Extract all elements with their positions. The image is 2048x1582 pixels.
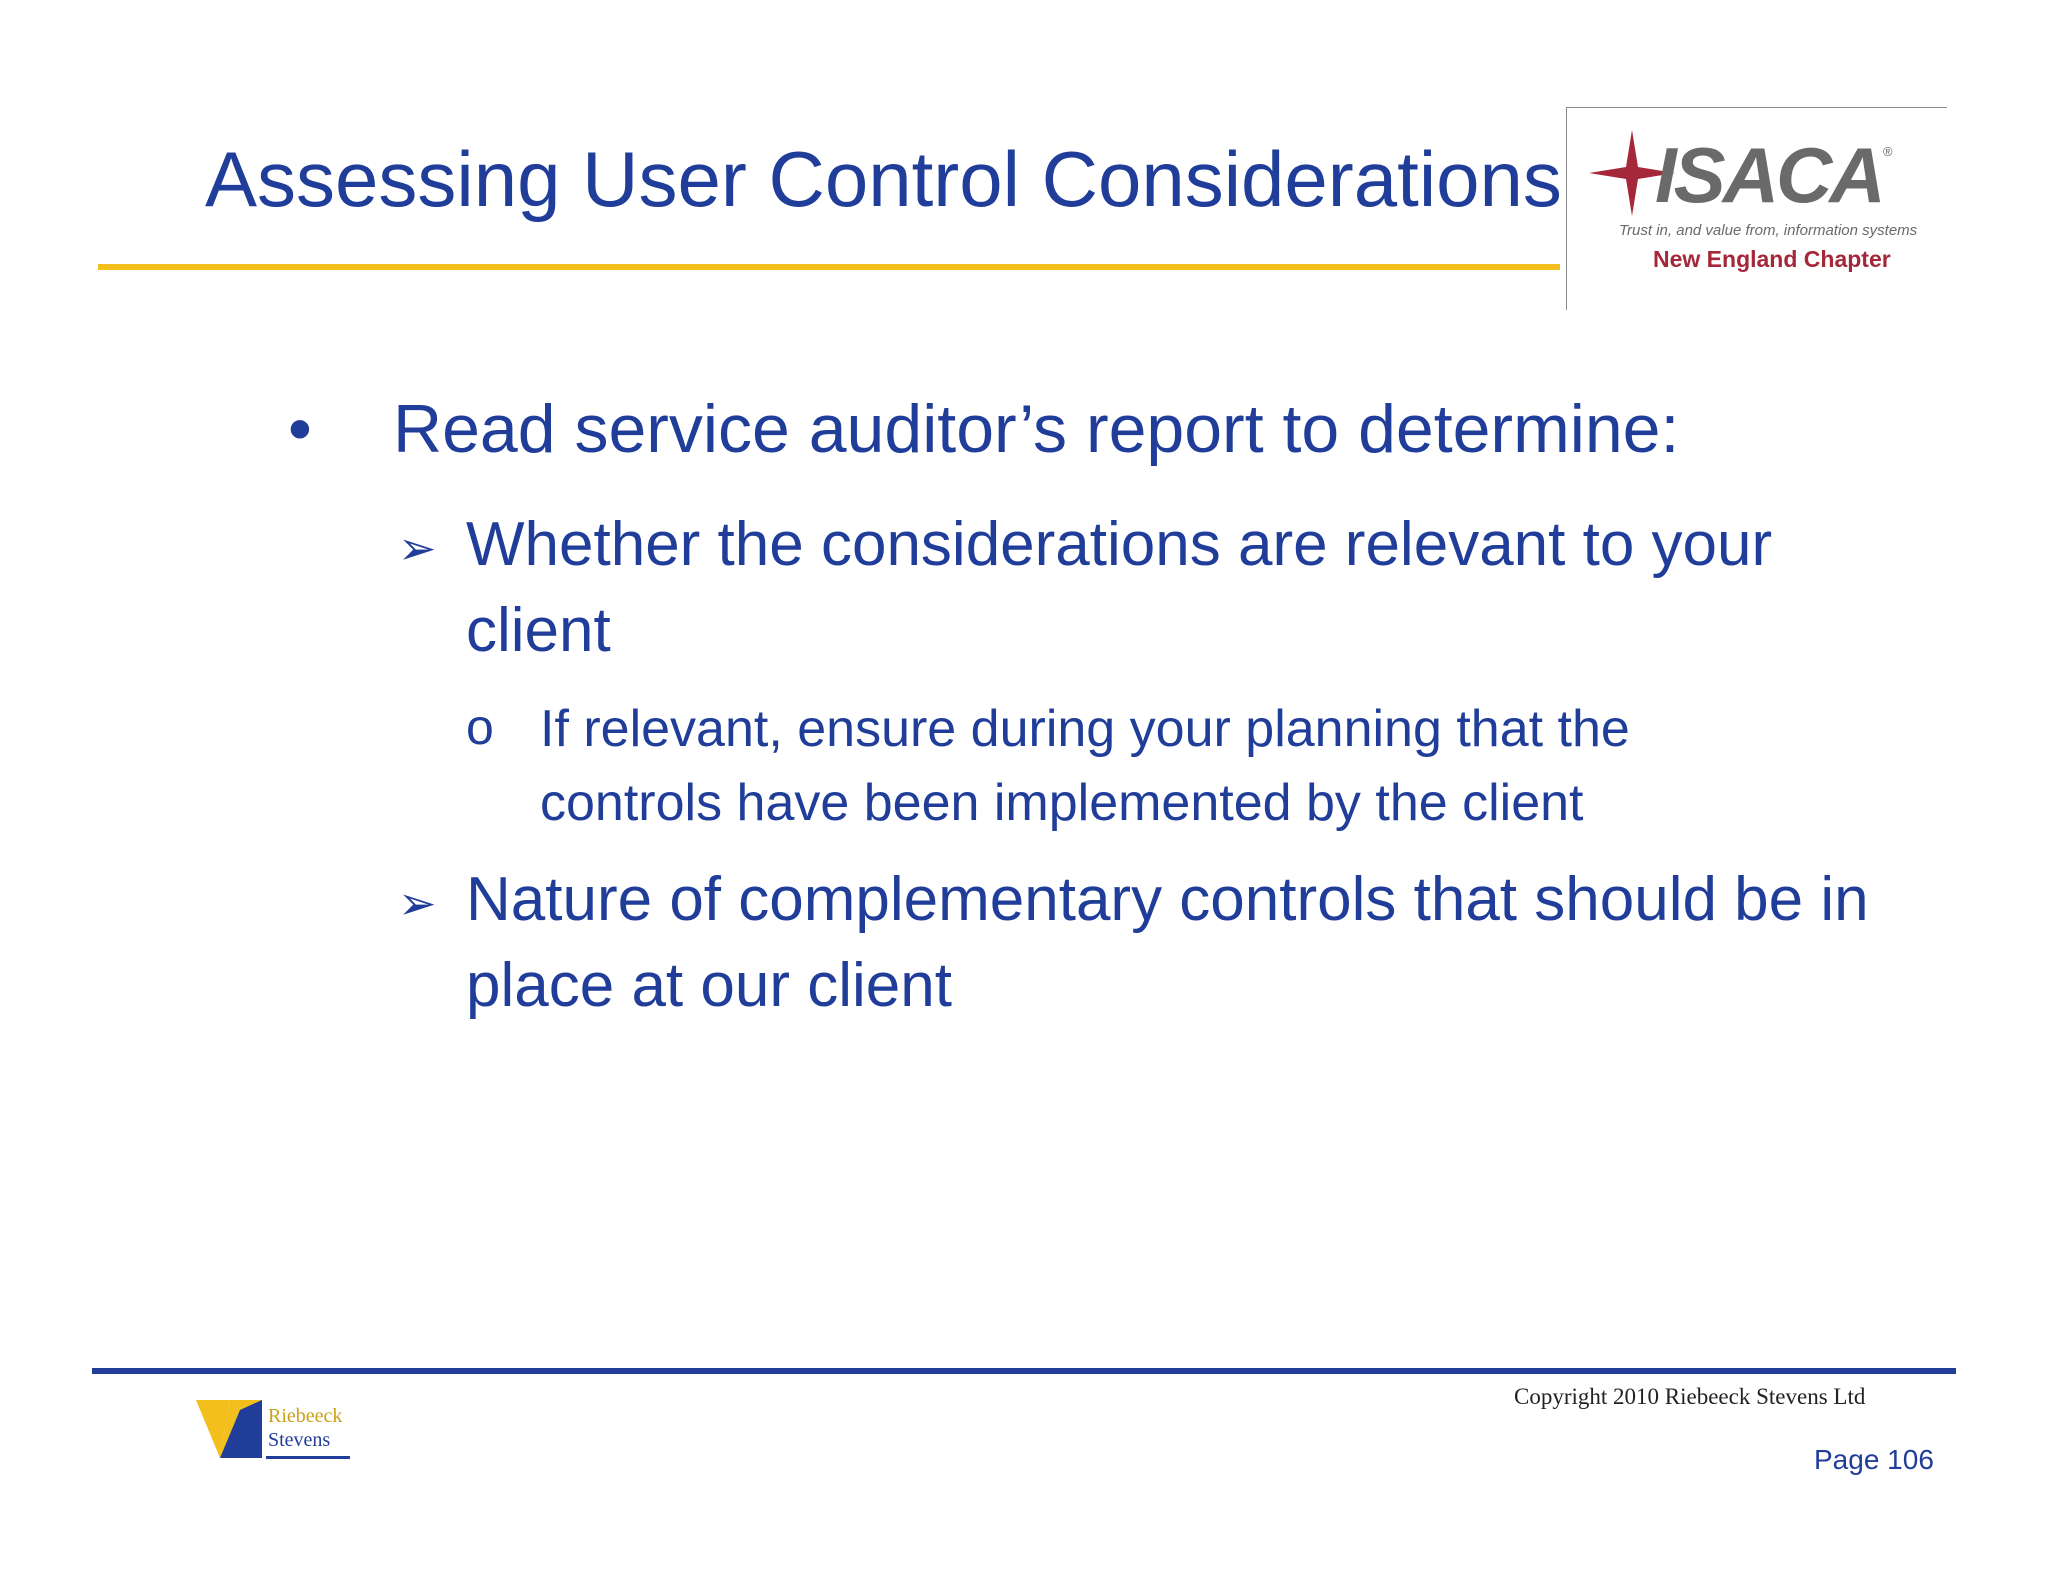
footer-divider <box>92 1368 1956 1374</box>
sub-bullet-text: Whether the considerations are relevant to your client <box>466 510 1773 665</box>
arrow-bullet-icon: ➢ <box>398 877 437 929</box>
detail-bullet-text: If relevant, ensure during your planning that the controls have been implemented by the client <box>540 700 1630 832</box>
main-bullet-text: Read service auditor’s report to determine: <box>393 391 1680 467</box>
page-title: Assessing User Control Considerations <box>205 135 1562 223</box>
riebeeck-logo-mark-icon <box>196 1400 266 1462</box>
sub-bullet-text: Nature of complementary controls that should be in place at our client <box>466 865 1869 1020</box>
page-number: Page 106 <box>1814 1444 1934 1475</box>
isaca-wordmark: ISACA <box>1655 131 1883 219</box>
company-name-line1: Riebeeck <box>268 1405 343 1427</box>
logo-underline <box>266 1456 350 1459</box>
isaca-tagline: Trust in, and value from, information systems <box>1619 222 1918 239</box>
bullet-icon: • <box>288 391 312 467</box>
copyright-text: Copyright 2010 Riebeeck Stevens Ltd <box>1514 1384 1866 1409</box>
riebeeck-stevens-logo <box>196 1400 356 1462</box>
registered-mark: ® <box>1883 144 1893 159</box>
circle-bullet-icon: o <box>466 699 494 755</box>
isaca-chapter: New England Chapter <box>1653 246 1891 272</box>
company-name-line2: Stevens <box>268 1429 331 1451</box>
arrow-bullet-icon: ➢ <box>398 522 437 574</box>
